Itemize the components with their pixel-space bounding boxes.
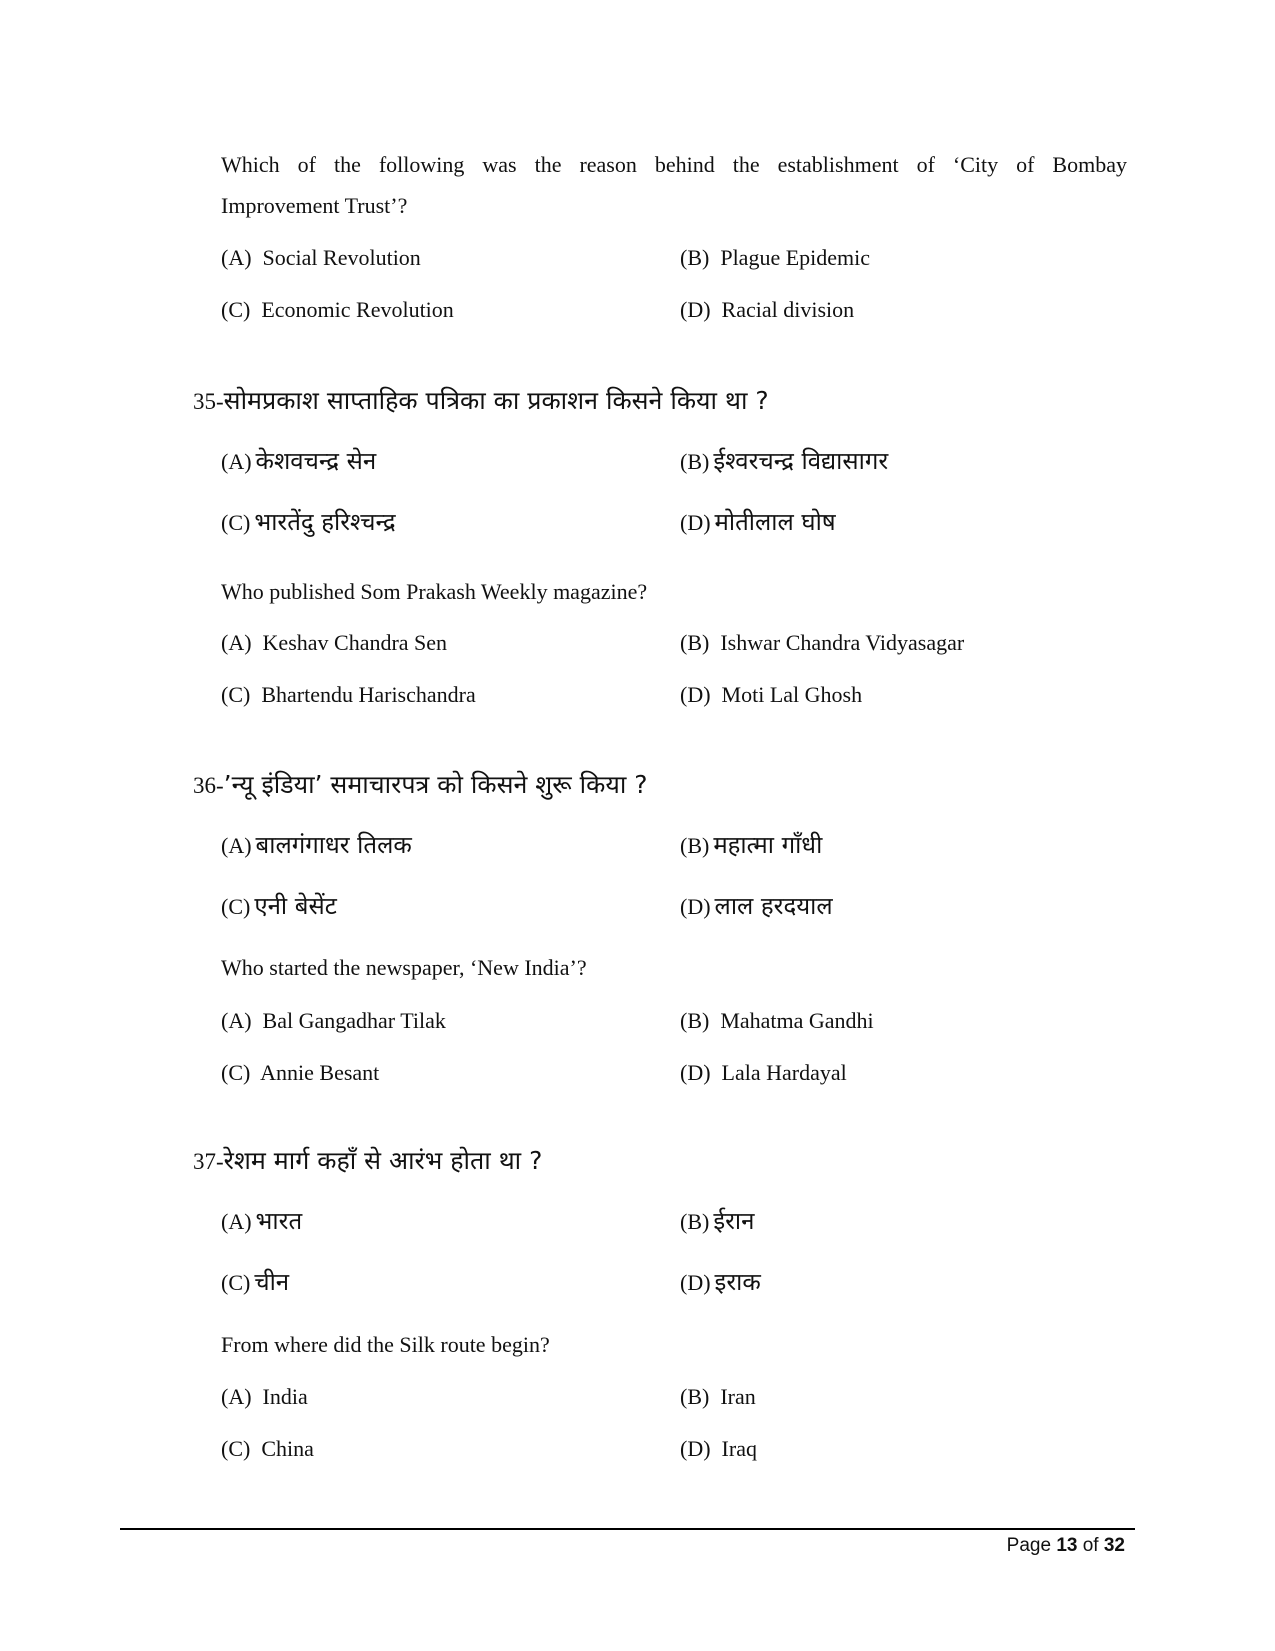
page-number <box>1007 1535 1125 1557</box>
option-text: महात्मा गाँधी <box>713 831 823 859</box>
option-text: Economic Revolution <box>261 297 454 322</box>
footer-divider <box>120 1528 1135 1530</box>
q34-option-c <box>221 297 454 323</box>
option-label: (B) <box>680 449 710 474</box>
q37-english-option-c <box>221 1436 314 1462</box>
q37-hindi-option-d <box>680 1265 761 1298</box>
question-number: 36- <box>193 773 224 798</box>
option-text: मोतीलाल घोष <box>714 508 836 536</box>
option-label: (A) <box>221 449 252 474</box>
option-label: (C) <box>221 1270 251 1295</box>
total-pages: 32 <box>1103 1535 1125 1556</box>
option-text: एनी बेसेंट <box>254 892 337 920</box>
option-text: China <box>261 1436 314 1461</box>
option-label: (B) <box>680 245 710 270</box>
q36-english-option-a <box>221 1008 446 1034</box>
q36-hindi-question <box>193 767 648 801</box>
option-label: (B) <box>680 1384 710 1409</box>
option-text: चीन <box>254 1268 290 1296</box>
q34-option-d <box>680 297 854 323</box>
q35-english-option-c <box>221 682 476 708</box>
option-label: (C) <box>221 894 251 919</box>
q37-english-question: From where did the Silk route begin? <box>221 1332 550 1357</box>
q37-hindi-option-b <box>680 1204 754 1237</box>
option-text: ईरान <box>713 1207 755 1235</box>
option-label: (B) <box>680 630 710 655</box>
option-label: (D) <box>680 894 711 919</box>
option-label: (D) <box>680 510 711 535</box>
option-text: Bhartendu Harischandra <box>261 682 476 707</box>
question-number: 37- <box>193 1149 224 1174</box>
option-label: (B) <box>680 1209 710 1234</box>
option-text: ईश्वरचन्द्र विद्यासागर <box>713 447 889 475</box>
q35-hindi-option-d <box>680 505 836 538</box>
option-text: भारतेंदु हरिश्चन्द्र <box>254 508 396 536</box>
page-prefix: Page <box>1006 1535 1057 1556</box>
option-label: (A) <box>221 1384 252 1409</box>
question-text-hindi: सोमप्रकाश साप्ताहिक पत्रिका का प्रकाशन किसने किया था ? <box>223 386 769 415</box>
option-text: केशवचन्द्र सेन <box>255 447 377 475</box>
option-text: Bal Gangadhar Tilak <box>262 1008 446 1033</box>
option-label: (D) <box>680 682 711 707</box>
q34-option-a <box>221 245 421 271</box>
option-text: भारत <box>255 1207 303 1235</box>
option-text: Mahatma Gandhi <box>720 1008 874 1033</box>
option-text: Plague Epidemic <box>720 245 871 270</box>
option-label: (D) <box>680 1436 711 1461</box>
option-text: Iran <box>720 1384 756 1409</box>
option-text: India <box>262 1384 308 1409</box>
option-text: लाल हरदयाल <box>714 892 833 920</box>
q37-hindi-option-a <box>221 1204 302 1237</box>
q36-english-question: Who started the newspaper, ‘New India’? <box>221 955 587 980</box>
q35-hindi-option-a <box>221 444 376 477</box>
option-text: Annie Besant <box>260 1060 380 1085</box>
q37-hindi-option-c <box>221 1265 289 1298</box>
q37-english-option-b <box>680 1384 756 1410</box>
q36-hindi-option-a <box>221 828 412 861</box>
option-label: (A) <box>221 630 252 655</box>
option-label: (C) <box>221 682 251 707</box>
option-label: (A) <box>221 245 252 270</box>
option-label: (C) <box>221 297 251 322</box>
q34-question-line2: Improvement Trust’? <box>221 193 408 218</box>
option-text: Ishwar Chandra Vidyasagar <box>720 630 965 655</box>
option-label: (A) <box>221 1008 252 1033</box>
option-label: (A) <box>221 833 252 858</box>
option-label: (C) <box>221 1436 251 1461</box>
question-text-hindi: रेशम मार्ग कहाँ से आरंभ होता था ? <box>223 1146 543 1175</box>
q36-english-option-b <box>680 1008 874 1034</box>
option-label: (D) <box>680 1060 711 1085</box>
q37-hindi-question <box>193 1143 542 1177</box>
option-text: Racial division <box>721 297 855 322</box>
option-text: Iraq <box>721 1436 757 1461</box>
q36-hindi-option-d <box>680 889 833 922</box>
option-label: (B) <box>680 833 710 858</box>
option-label: (A) <box>221 1209 252 1234</box>
q35-hindi-option-c <box>221 505 396 538</box>
q35-english-option-d <box>680 682 862 708</box>
question-number: 35- <box>193 389 224 414</box>
q35-hindi-question <box>193 383 769 417</box>
q37-english-option-d <box>680 1436 757 1462</box>
option-text: Moti Lal Ghosh <box>721 682 863 707</box>
page-of: of <box>1077 1535 1104 1556</box>
q35-hindi-option-b <box>680 444 888 477</box>
option-label: (B) <box>680 1008 710 1033</box>
option-text: इराक <box>714 1268 761 1296</box>
q36-english-option-c <box>221 1060 379 1086</box>
q37-english-option-a <box>221 1384 308 1410</box>
option-text: Lala Hardayal <box>721 1060 847 1085</box>
option-text: Social Revolution <box>262 245 421 270</box>
q35-english-question: Who published Som Prakash Weekly magazine? <box>221 579 648 604</box>
option-label: (D) <box>680 1270 711 1295</box>
q34-option-b <box>680 245 870 271</box>
option-label: (C) <box>221 510 251 535</box>
q35-english-option-a <box>221 630 447 656</box>
q35-english-option-b <box>680 630 964 656</box>
current-page: 13 <box>1056 1535 1078 1556</box>
option-label: (D) <box>680 297 711 322</box>
question-text-hindi: ’न्यू इंडिया’ समाचारपत्र को किसने शुरू किया ? <box>223 770 648 799</box>
q36-hindi-option-b <box>680 828 822 861</box>
option-label: (C) <box>221 1060 251 1085</box>
option-text: बालगंगाधर तिलक <box>255 831 412 859</box>
q36-hindi-option-c <box>221 889 337 922</box>
q34-question-line1: Which of the following was the reason behind the establishment of ‘City of Bombay <box>221 152 1127 177</box>
q36-english-option-d <box>680 1060 847 1086</box>
option-text: Keshav Chandra Sen <box>262 630 448 655</box>
